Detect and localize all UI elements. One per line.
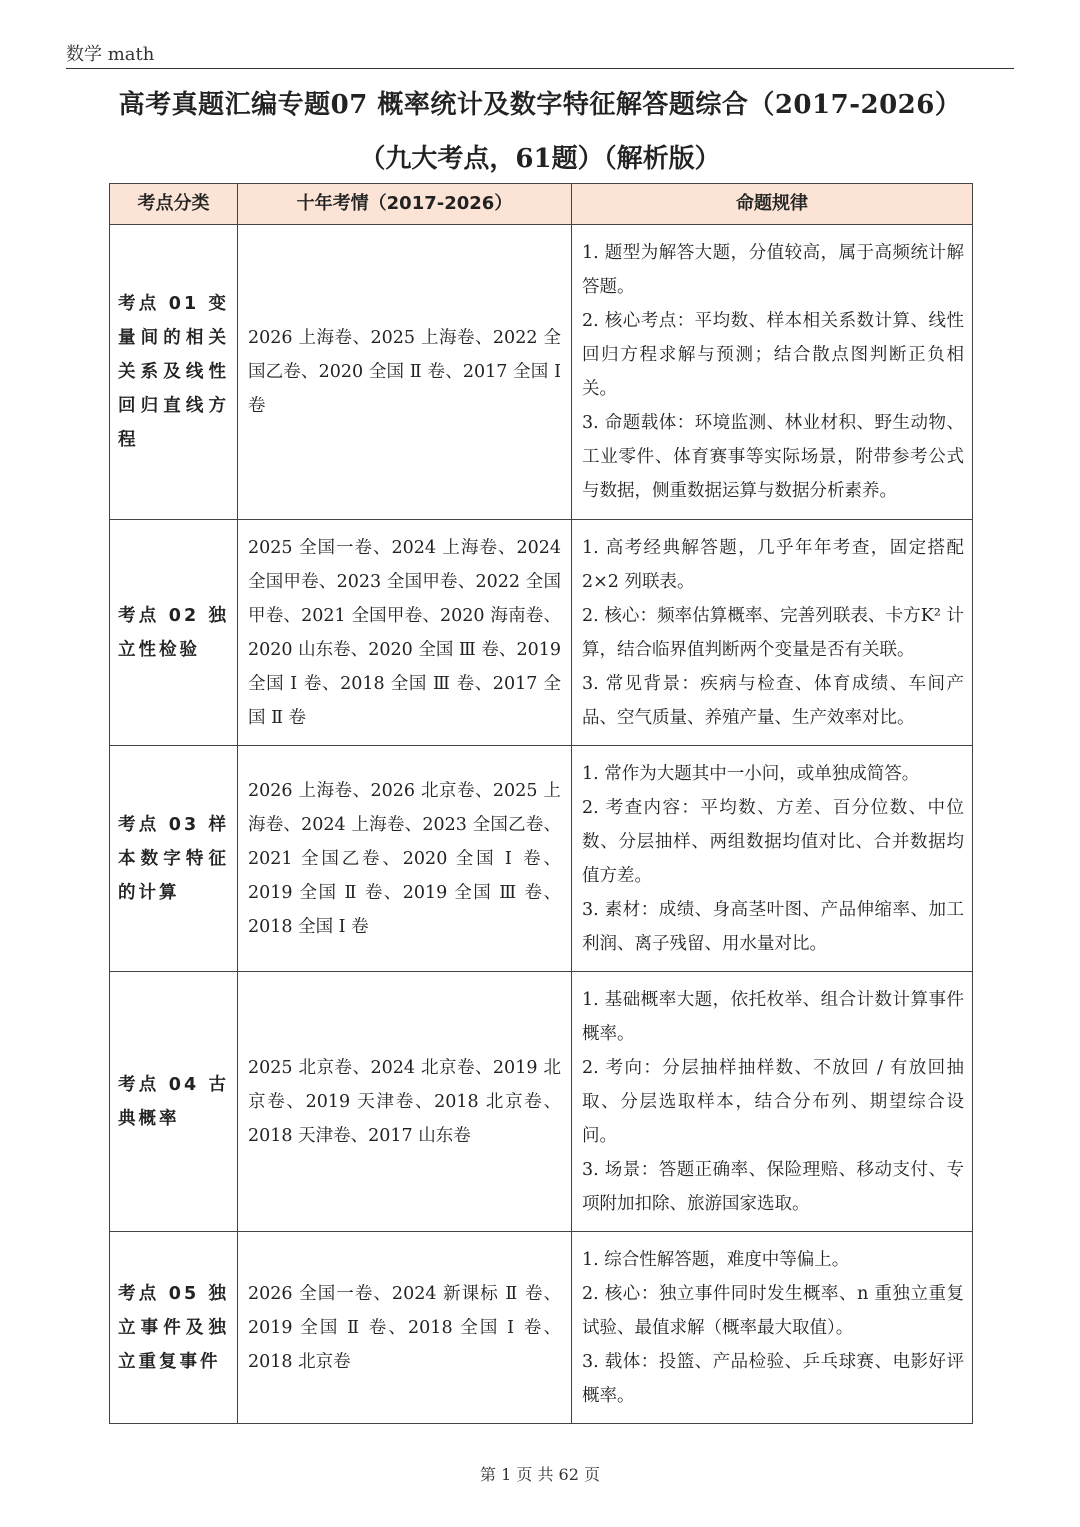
rule-line: 2. 考向：分层抽样抽样数、不放回 / 有放回抽取、分层选取样本，结合分布列、期望综合设问。 [582, 1057, 964, 1146]
years-cell: 2026 全国一卷、2024 新课标 Ⅱ 卷、2019 全国 Ⅱ 卷、2018 全国 Ⅰ 卷、2018 北京卷 [238, 1232, 572, 1424]
table-row [110, 520, 973, 746]
rule-line: 1. 高考经典解答题，几乎年年考查，固定搭配 2×2 列联表。 [582, 537, 964, 592]
rule-line: 2. 核心：独立事件同时发生概率、n 重独立重复试验、最值求解（概率最大取值）。 [582, 1283, 964, 1338]
rule-line: 3. 场景：答题正确率、保险理赔、移动支付、专项附加扣除、旅游国家选取。 [582, 1159, 964, 1214]
rule-line: 2. 核心：频率估算概率、完善列联表、卡方K² 计算，结合临界值判断两个变量是否有关联。 [582, 605, 964, 660]
rule-line: 3. 素材：成绩、身高茎叶图、产品伸缩率、加工利润、离子残留、用水量对比。 [582, 899, 964, 954]
rule-line: 3. 常见背景：疾病与检查、体育成绩、车间产品、空气质量、养殖产量、生产效率对比。 [582, 673, 964, 728]
category-cell: 考点 04 古典概率 [110, 972, 238, 1232]
rules-cell [572, 972, 973, 1232]
header-rule [66, 68, 1014, 69]
header-years: 十年考情（2017-2026） [238, 184, 572, 225]
header-rules: 命题规律 [572, 184, 973, 225]
rule-line: 3. 命题载体：环境监测、林业材积、野生动物、工业零件、体育赛事等实际场景，附带参考公式与数据，侧重数据运算与数据分析素养。 [582, 413, 964, 501]
rule-line: 2. 考查内容：平均数、方差、百分位数、中位数、分层抽样、两组数据均值对比、合并数据均值方差。 [582, 797, 964, 886]
category-cell: 考点 05 独立事件及独立重复事件 [110, 1232, 238, 1424]
document-subtitle: （九大考点，61题）（解析版） [359, 144, 721, 174]
exam-summary-table [109, 183, 973, 1424]
rule-line: 1. 常作为大题其中一小问，或单独成简答。 [582, 763, 920, 784]
table-row [110, 1232, 973, 1424]
table-header-row [110, 184, 973, 225]
years-cell: 2026 上海卷、2025 上海卷、2022 全国乙卷、2020 全国 Ⅱ 卷、2017 全国 Ⅰ 卷 [238, 225, 572, 520]
rule-line: 1. 基础概率大题，依托枚举、组合计数计算事件概率。 [582, 989, 964, 1044]
category-cell: 考点 02 独立性检验 [110, 520, 238, 746]
rule-line: 3. 载体：投篮、产品检验、乒乓球赛、电影好评概率。 [582, 1351, 964, 1406]
years-cell: 2026 上海卷、2026 北京卷、2025 上海卷、2024 上海卷、2023 全国乙卷、2021 全国乙卷、2020 全国 Ⅰ 卷、2019 全国 Ⅱ 卷、2019 全国 Ⅲ 卷、2018 全国 Ⅰ 卷 [238, 746, 572, 972]
rule-line: 2. 核心考点：平均数、样本相关系数计算、线性回归方程求解与预测；结合散点图判断正负相关。 [582, 311, 964, 399]
table-row [110, 972, 973, 1232]
years-cell: 2025 全国一卷、2024 上海卷、2024 全国甲卷、2023 全国甲卷、2022 全国甲卷、2021 全国甲卷、2020 海南卷、2020 山东卷、2020 全国 Ⅲ 卷、2019 全国 Ⅰ 卷、2018 全国 Ⅲ 卷、2017 全国 Ⅱ 卷 [238, 520, 572, 746]
table-row [110, 225, 973, 520]
years-cell: 2025 北京卷、2024 北京卷、2019 北京卷、2019 天津卷、2018 北京卷、2018 天津卷、2017 山东卷 [238, 972, 572, 1232]
page-footer: 第 1 页 共 62 页 [480, 1465, 600, 1484]
table-row [110, 746, 973, 972]
header-category: 考点分类 [110, 184, 238, 225]
rules-cell [572, 225, 973, 520]
rules-cell [572, 520, 973, 746]
header-label: 数学 math [66, 44, 155, 65]
rule-line: 1. 题型为解答大题，分值较高，属于高频统计解答题。 [582, 243, 964, 297]
document-title: 高考真题汇编专题07 概率统计及数字特征解答题综合（2017-2026） [118, 90, 962, 120]
category-cell: 考点 01 变量间的相关关系及线性回归直线方程 [110, 225, 238, 520]
category-cell: 考点 03 样本数字特征的计算 [110, 746, 238, 972]
rules-cell [572, 1232, 973, 1424]
rule-line: 1. 综合性解答题，难度中等偏上。 [582, 1249, 850, 1270]
rules-cell [572, 746, 973, 972]
